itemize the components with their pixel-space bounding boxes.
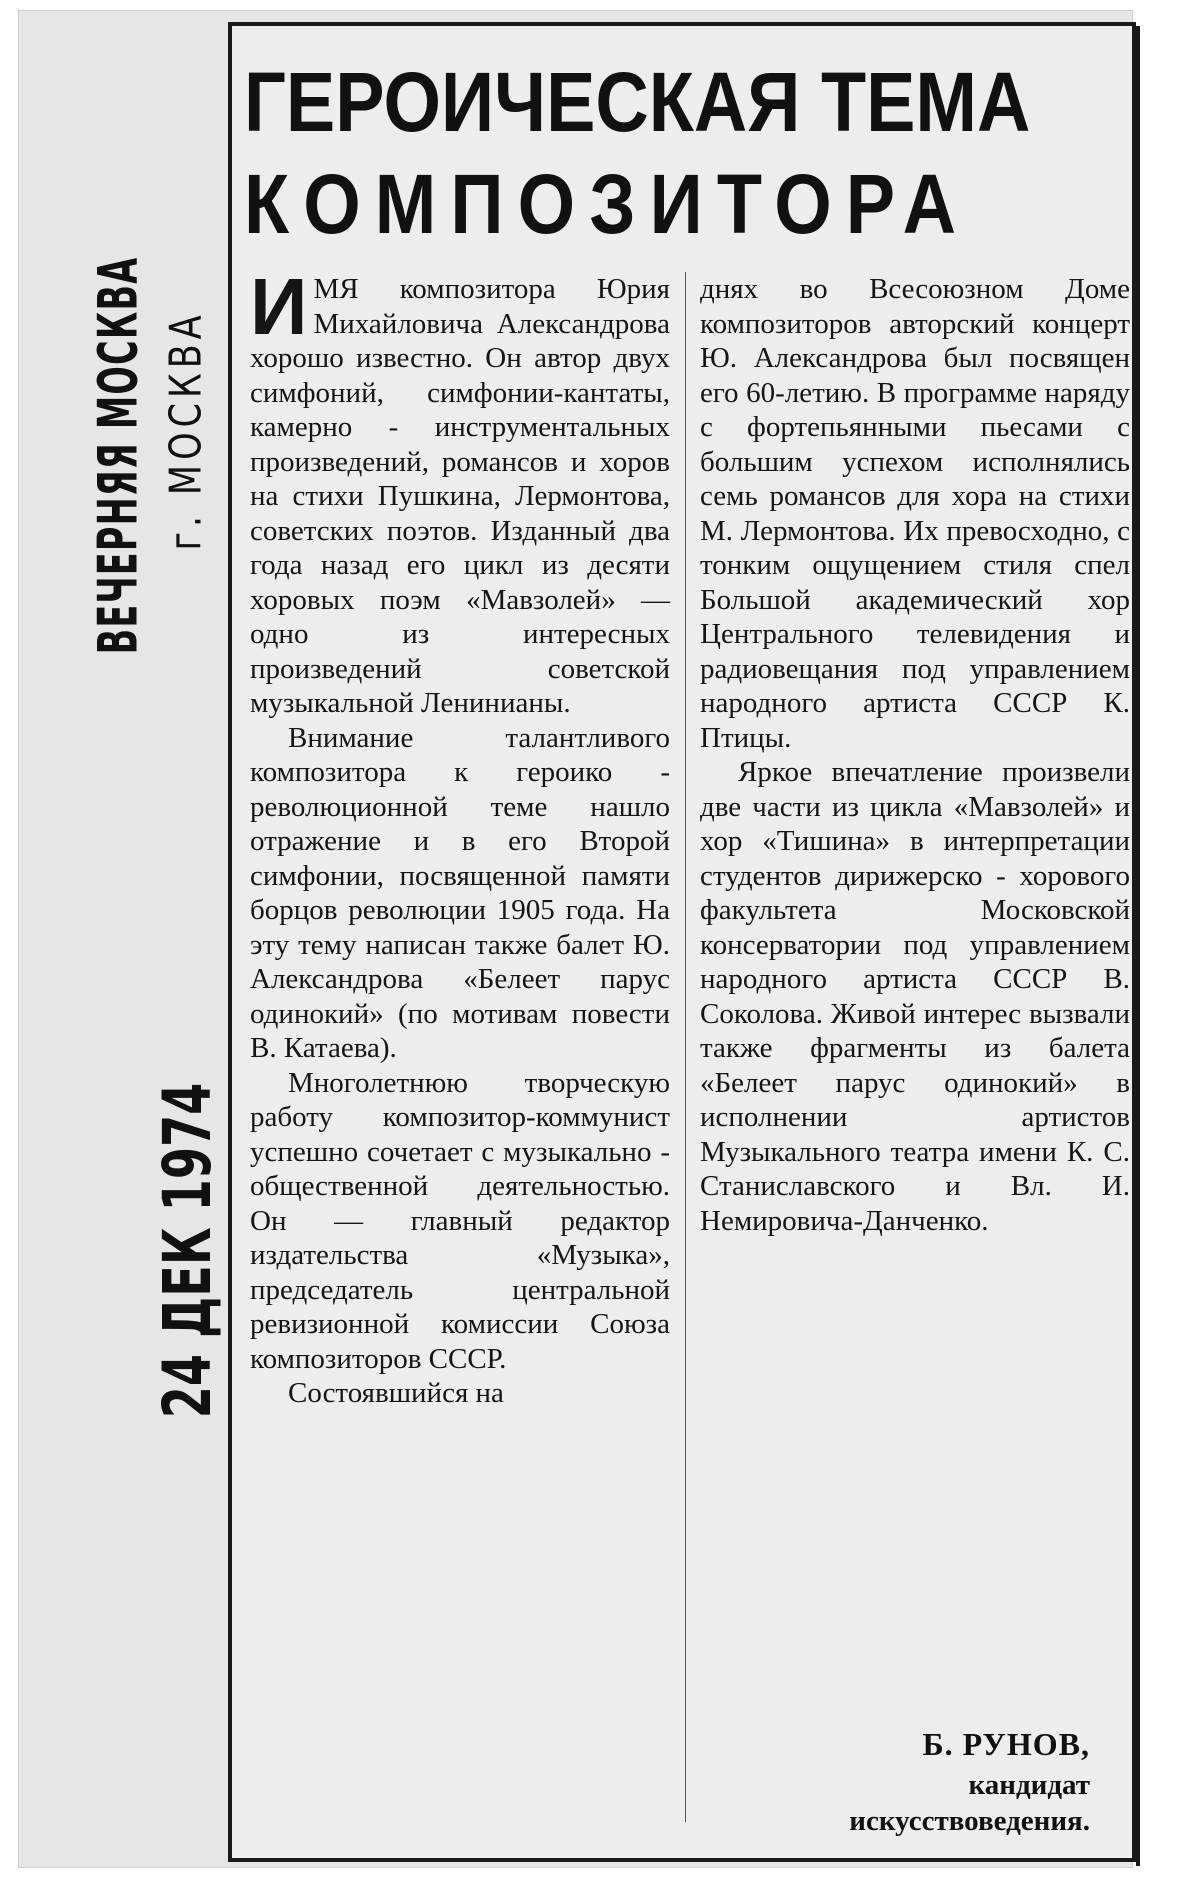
stamp-newspaper-text: ВЕЧЕРНЯЯ МОСКВА	[86, 256, 150, 654]
article-column-right	[700, 272, 1130, 1572]
paragraph: Внимание талантливого композитора к героико - революционной теме нашло отражение и в его Второй симфонии, посвященной памяти борцов революции 1905 года. На эту тему написан также балет Ю. Александрова «Белеет парус одинокий» (по мотивам повести В. Катаева).	[250, 721, 670, 1064]
paragraph: Многолетнюю творческую работу композитор-коммунист успешно сочетает с музыкально - общественной деятельностью. Он — главный редактор издательства «Музыка», председатель центральной ревизионной комиссии Союза композиторов СССР.	[250, 1066, 670, 1375]
drop-cap: И	[250, 262, 308, 351]
stamp-city	[158, 260, 214, 600]
stamp-date-text: 24 ДЕК 1974	[149, 1082, 227, 1418]
paragraph: Состоявшийся на	[288, 1377, 504, 1409]
stamp-city-text: г. МОСКВА	[160, 310, 212, 550]
archive-stamp	[40, 200, 227, 1530]
author-signature	[760, 1726, 1090, 1839]
author-title: кандидат искусствоведения.	[849, 1769, 1090, 1837]
paragraph-text: МЯ композитора Юрия Михайловича Александрова хорошо известно. Он автор двух симфоний, симфонии-кантаты, камерно - инструментальных произведений, романсов и хоров на стихи Пушкина, Лермонтова, советских поэтов. Изданный два года назад его цикл из десяти хоровых поэм «Мавзолей» — одно из интересных произведений советской музыкальной Ленинианы.	[250, 273, 670, 719]
headline-line-2: КОМПОЗИТОРА	[244, 157, 971, 251]
author-name: Б. РУНОВ,	[922, 1726, 1090, 1762]
column-divider	[685, 272, 686, 1822]
paragraph: Яркое впечатление произвели две части из цикла «Мавзолей» и хор «Тишина» в интерпретации студентов дирижерско - хорового факультета Московской консерватории под управлением народного артиста СССР В. Соколова. Живой интерес вызвали также фрагменты из балета «Белеет парус одинокий» в исполнении артистов Музыкального театра имени К. С. Станиславского и Вл. И. Немировича-Данченко.	[700, 756, 1130, 1237]
stamp-date	[148, 1040, 228, 1460]
stamp-newspaper-name	[88, 230, 148, 680]
paragraph	[250, 262, 670, 721]
paragraph: днях во Всесоюзном Доме композиторов авторский концерт Ю. Александрова был посвящен его 60-летию. В программе наряду с фортепьянными пьесами с большим успехом исполнялись семь романсов для хора на стихи М. Лермонтова. Их превосходно, с тонким ощущением стиля спел Большой академический хор Центрального телевидения и радиовещания под управлением народного артиста СССР К. Птицы.	[700, 273, 1130, 754]
headline-line-1: ГЕРОИЧЕСКАЯ ТЕМА	[244, 55, 1031, 149]
article-headline	[244, 55, 1124, 251]
article-column-left	[250, 262, 670, 1817]
